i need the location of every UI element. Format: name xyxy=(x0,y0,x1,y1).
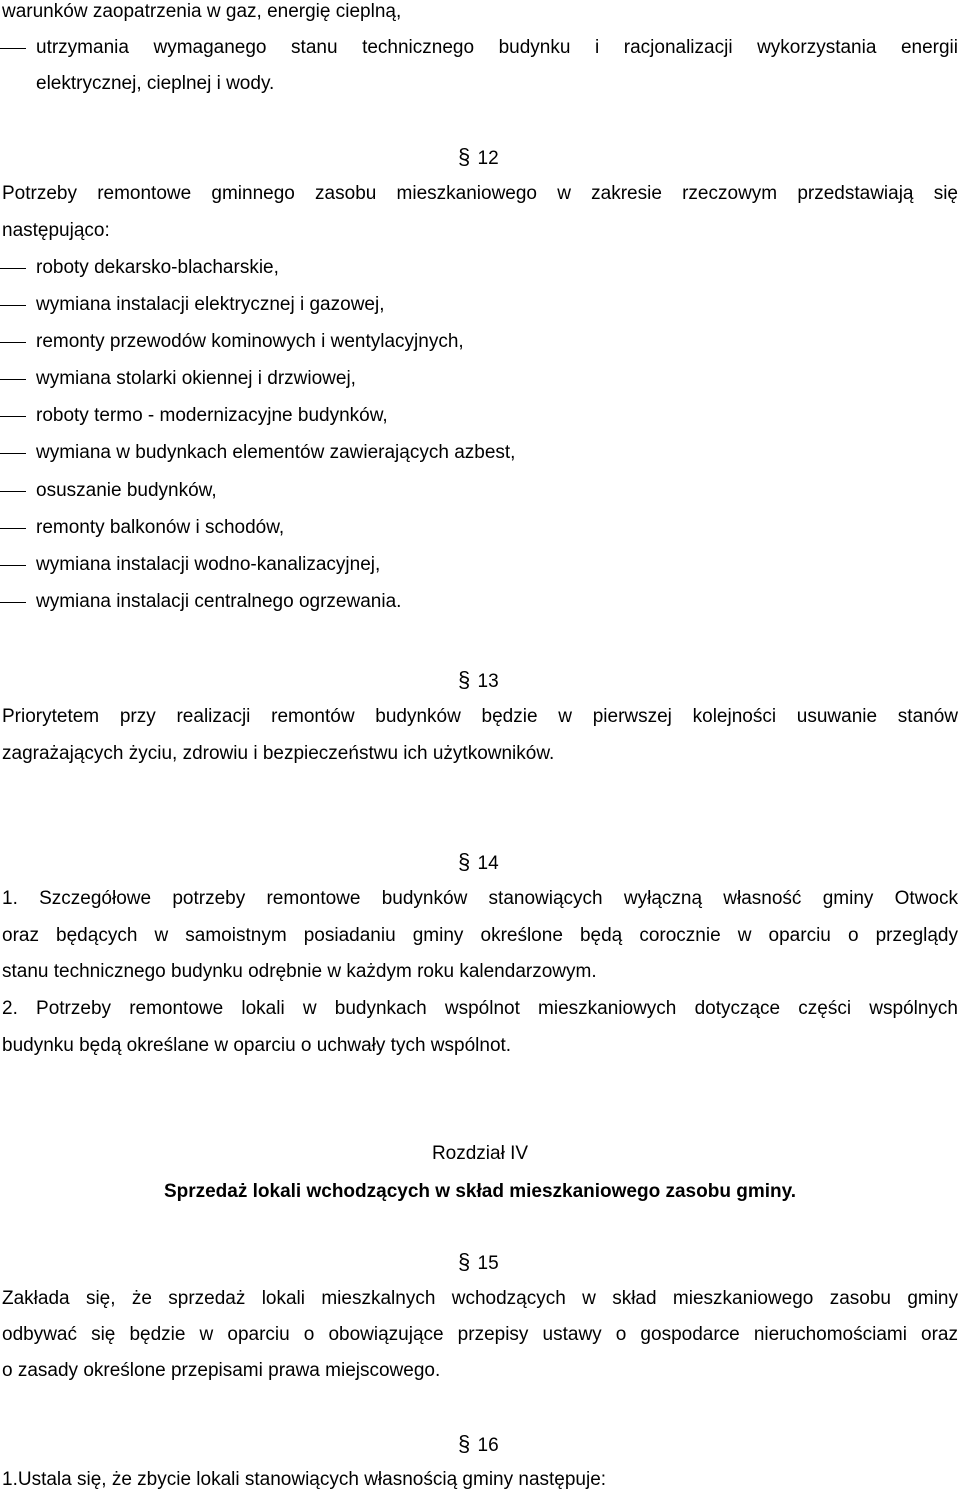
section-number: 14 xyxy=(477,853,499,874)
chapter-label: Rozdział IV xyxy=(431,1143,529,1164)
section-heading-16 xyxy=(458,1432,499,1458)
dash-bullet xyxy=(0,48,26,49)
list-item-text: wymiana w budynkach elementów zawierających azbest, xyxy=(36,442,516,463)
section-sign: § xyxy=(458,1249,471,1274)
list-item-text: wymiana instalacji elektrycznej i gazowej, xyxy=(36,294,385,315)
list-item-text: remonty przewodów kominowych i wentylacyjnych, xyxy=(36,331,464,352)
list-item-text: wymiana stolarki okiennej i drzwiowej, xyxy=(36,368,356,389)
dash-bullet xyxy=(0,528,26,529)
list-item-text: remonty balkonów i schodów, xyxy=(36,517,285,538)
list-item-text: utrzymania wymaganego stanu technicznego budynku i racjonalizacji wykorzystania energii xyxy=(36,37,958,58)
paragraph-line: budynku będą określane w oparciu o uchwały tych wspólnot. xyxy=(2,1035,512,1056)
dash-bullet xyxy=(0,379,26,380)
list-item-text: osuszanie budynków, xyxy=(36,480,217,501)
list-item-text: roboty dekarsko-blacharskie, xyxy=(36,257,279,278)
dash-bullet xyxy=(0,491,26,492)
paragraph-line: 1.Ustala się, że zbycie lokali stanowiących własnością gminy następuje: xyxy=(2,1469,607,1490)
list-item-text: wymiana instalacji centralnego ogrzewania. xyxy=(36,591,402,612)
paragraph-line: następująco: xyxy=(2,220,110,241)
paragraph-line: Zakłada się, że sprzedaż lokali mieszkalnych wchodzących w skład mieszkaniowego zasobu gminy xyxy=(2,1288,958,1309)
paragraph-line: 1. Szczegółowe potrzeby remontowe budynków stanowiących wyłączną własność gminy Otwock xyxy=(2,888,958,909)
paragraph-line: 2. Potrzeby remontowe lokali w budynkach wspólnot mieszkaniowych dotyczące części wspólnych xyxy=(2,998,958,1019)
dash-bullet xyxy=(0,268,26,269)
dash-bullet xyxy=(0,416,26,417)
dash-bullet xyxy=(0,602,26,603)
section-number: 12 xyxy=(477,148,499,169)
dash-bullet xyxy=(0,305,26,306)
paragraph-line: o zasady określone przepisami prawa miejscowego. xyxy=(2,1360,441,1381)
section-heading-15 xyxy=(458,1250,499,1276)
section-sign: § xyxy=(458,1431,471,1456)
section-heading-13 xyxy=(458,668,499,694)
section-heading-12 xyxy=(458,145,499,171)
section-number: 16 xyxy=(477,1435,499,1456)
section-heading-14 xyxy=(458,850,499,876)
paragraph-line: oraz będących w samoistnym posiadaniu gminy określone będą corocznie w oparciu o przeglądy xyxy=(2,925,958,946)
list-item-text-continued: elektrycznej, cieplnej i wody. xyxy=(36,73,275,94)
section-number: 15 xyxy=(477,1253,499,1274)
text-line: warunków zaopatrzenia w gaz, energię cieplną, xyxy=(2,1,402,22)
paragraph-line: zagrażających życiu, zdrowiu i bezpieczeństwu ich użytkowników. xyxy=(2,743,555,764)
dash-bullet xyxy=(0,453,26,454)
dash-bullet xyxy=(0,342,26,343)
paragraph-line: stanu technicznego budynku odrębnie w każdym roku kalendarzowym. xyxy=(2,961,597,982)
paragraph-line: odbywać się będzie w oparciu o obowiązujące przepisy ustawy o gospodarce nieruchomościami oraz xyxy=(2,1324,958,1345)
section-sign: § xyxy=(458,144,471,169)
section-number: 13 xyxy=(477,671,499,692)
list-item-text: wymiana instalacji wodno-kanalizacyjnej, xyxy=(36,554,381,575)
section-sign: § xyxy=(458,667,471,692)
paragraph-line: Priorytetem przy realizacji remontów budynków będzie w pierwszej kolejności usuwanie stanów xyxy=(2,706,958,727)
chapter-title: Sprzedaż lokali wchodzących w skład mieszkaniowego zasobu gminy. xyxy=(163,1181,797,1202)
list-item-text: roboty termo - modernizacyjne budynków, xyxy=(36,405,388,426)
paragraph-line: Potrzeby remontowe gminnego zasobu mieszkaniowego w zakresie rzeczowym przedstawiają się xyxy=(2,183,958,204)
dash-bullet xyxy=(0,565,26,566)
section-sign: § xyxy=(458,849,471,874)
